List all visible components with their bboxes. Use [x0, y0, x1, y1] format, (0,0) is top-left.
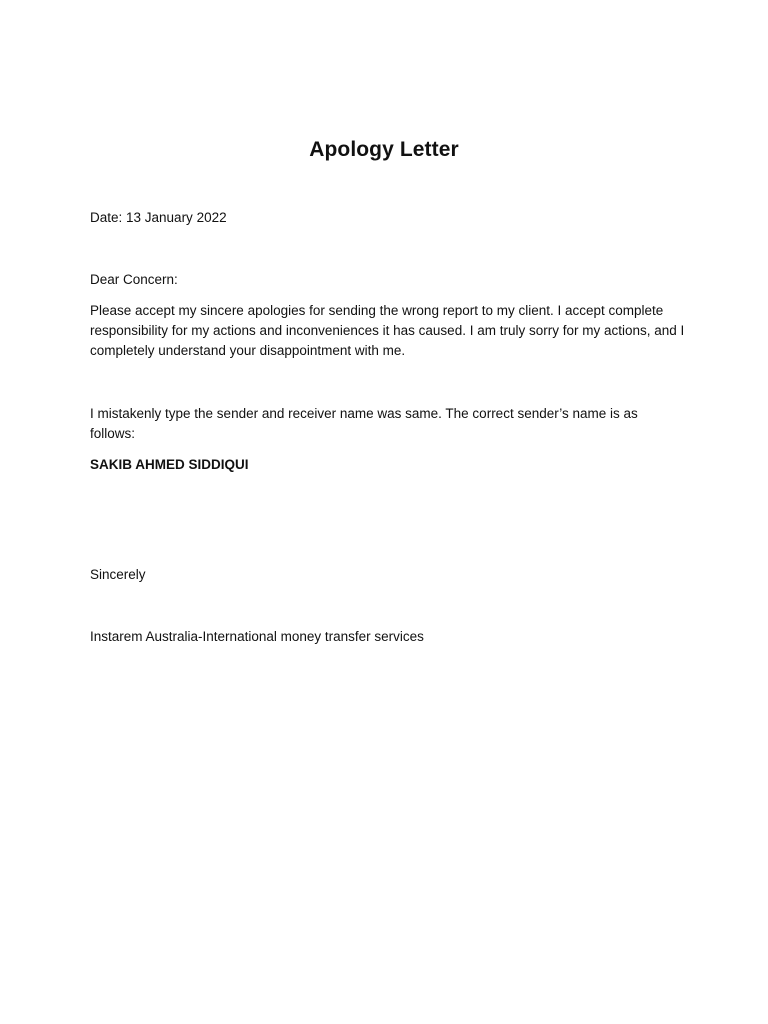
salutation: Dear Concern: [90, 272, 178, 287]
paragraph-correction: I mistakenly type the sender and receiver name was same. The correct sender’s name is as follows: [90, 406, 638, 441]
document-title: Apology Letter [309, 138, 459, 161]
sender-name: SAKIB AHMED SIDDIQUI [90, 457, 249, 472]
date-line: Date: 13 January 2022 [90, 210, 227, 225]
paragraph-apology: Please accept my sincere apologies for sending the wrong report to my client. I accept complete responsibility for my actions and inconveniences it has caused. I am truly sorry for my actions, and I completely understand your disappointment with me. [90, 303, 685, 358]
closing: Sincerely [90, 567, 146, 582]
signature: Instarem Australia-International money transfer services [90, 629, 424, 644]
